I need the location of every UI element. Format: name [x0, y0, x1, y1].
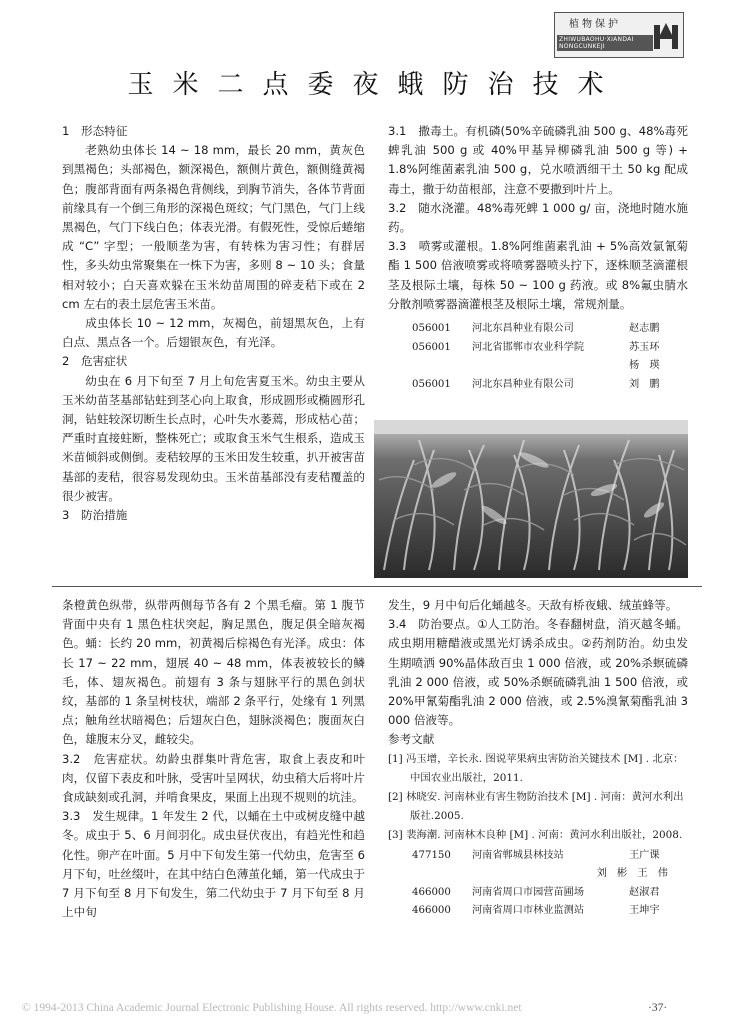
- author-affiliations: [388, 320, 688, 394]
- section-divider: [52, 586, 702, 587]
- affiliation-row: 477150 河南省郸城县林技站 王广课: [412, 849, 660, 861]
- reference-item: [3] 裴海潮. 河南林木良种 [M] . 河南：黄河水利出版社，2008.: [388, 828, 683, 841]
- paragraph-symptoms: 幼虫在 6 月下旬至 7 月上旬危害夏玉米。幼虫主要从玉米幼苗茎基部钻蛀到茎心向上取食，形成圆形或椭圆形孔洞，钻蛀较深切断生长点时，心叶失水萎蔫，形成枯心苗；严重时直接蛀断，整株死亡；或取食玉米气生根系，造成玉米苗倾斜或侧倒。麦秸较厚的玉米田发生较重，扒开被害苗基部的麦秸，很容易发现幼虫。玉米苗基部没有麦秸覆盖的很少被害。: [62, 373, 365, 503]
- logo-mark-icon: [653, 21, 679, 51]
- paragraph-morphology: 条橙黄色纵带，纵带两侧每节各有 2 个黑毛瘤。第 1 腹节背面中央有 1 黑色柱状突起，胸足黑色，腹足俱全暗灰褐色。蛹：长约 20 mm，初黄褐后棕褐色有光泽。成虫：体长 17 ~ 22 mm，翅展 40 ~ 48 mm，体表被较长的鳞毛，体、翅灰褐色。前翅有 3 条与翅脉平行的黑色剑状纹，基部的 1 条呈树枝状，端部 2 条平行，处缘有 1 列黑点；触角丝状暗褐色；后翅灰白色，翅脉淡褐色；腹面灰白色，雄腹末分叉，雌较尖。: [62, 598, 365, 747]
- affiliation-row: 466000 河南省周口市园营苗圃场 赵淑君: [412, 886, 660, 898]
- copyright-notice: © 1994-2013 China Academic Journal Electronic Publishing House. All rights reserved. http://www.cnki.net: [22, 1002, 522, 1014]
- paragraph-irrigation: 3.2 随水浇灌。48%毒死蜱 1 000 g/ 亩，浇地时随水施药。: [388, 200, 688, 235]
- article-title: 玉米二点委夜蛾防治技术: [127, 70, 623, 100]
- reference-item: [1] 冯玉增，辛长永. 图说苹果病虫害防治关键技术 [M] . 北京：中国农业出版社，2011.: [388, 752, 684, 784]
- page-number: ·37·: [648, 1002, 668, 1014]
- journal-logo: [554, 12, 684, 58]
- top-right-column: [388, 122, 688, 394]
- affiliation-row: 056001 河北东昌种业有限公司 赵志鹏: [412, 323, 660, 335]
- paragraph-poison-soil: 3.1 撒毒土。有机磷(50%辛硫磷乳油 500 g、48%毒死蜱乳油 500 g 或 40%甲基异柳磷乳油 500 g 等) + 1.8%阿维菌素乳油 500 g，兑水喷洒细干土 50 kg 配成毒土，撒于幼苗根部，注意不要撒到叶片上。: [388, 124, 688, 196]
- affiliation-row: 刘 彬 王 伟: [596, 868, 668, 880]
- affiliation-row: 056001 河北东昌种业有限公司 刘 鹏: [412, 378, 660, 390]
- affiliation-row: 466000 河南省周口市林业监测站 王坤宇: [412, 905, 660, 917]
- section-heading-1: 1 形态特征: [62, 124, 128, 138]
- section-heading-2: 2 危害症状: [62, 354, 128, 369]
- paragraph-damage: 3.2 危害症状。幼龄虫群集叶背危害，取食上表皮和叶肉，仅留下表皮和叶脉，受害叶呈网状，幼虫稍大后将叶片食成缺刻或孔洞，并啃食果皮，果面上出现不规则的坑洼。: [62, 751, 365, 805]
- logo-title: 植物保护: [569, 19, 621, 30]
- paragraph-lifecycle: 3.3 发生规律。1 年发生 2 代，以蛹在土中或树皮缝中越冬。成虫于 5、6 月间羽化。成虫昼伏夜出，有趋光性和趋化性。卵产在叶面。5 月中下旬发生第一代幼虫，危害至 6 月下旬，吐丝缀叶，在其中结白色薄茧化蛹，第一代成虫于 7 月下旬至 8 月下旬发生，第二代幼虫于 7 月下旬至 8 月上中旬: [62, 809, 365, 920]
- reference-item: [2] 林晓安. 河南林业有害生物防治技术 [M] . 河南：黄河水利出版社.2005.: [388, 790, 684, 822]
- affiliation-row: 杨 瑛: [629, 360, 660, 372]
- section-heading-3: 3 防治措施: [62, 508, 128, 523]
- affiliation-row: 056001 河北省邯郸市农业科学院 苏玉环: [412, 341, 660, 353]
- paragraph-control: 3.4 防治要点。①人工防治。冬春翻树盘，消灭越冬蛹。成虫期用糖醋液或黑光灯诱杀成虫。②药剂防治。幼虫发生期喷洒 90%晶体敌百虫 1 000 倍液，或 20%杀螟硫磷乳油 2 000 倍液，或 50%杀螟硫磷乳油 1 500 倍液，或 20%甲氰菊酯乳油 2 000 倍液，或 2.5%溴氰菊酯乳油 3 000 倍液等。: [388, 617, 688, 728]
- logo-pinyin: ZHIWUBAOHU·XIANDAI NONGCUNKEJI: [557, 35, 653, 51]
- paragraph-adult: 成虫体长 10 ~ 12 mm，灰褐色，前翅黑灰色，上有白点、黑点各一个。后翅银灰色，有光泽。: [62, 316, 365, 350]
- corn-field-photo: [374, 420, 688, 578]
- paragraph-overwinter: 发生，9 月中旬后化蛹越冬。天敌有桥夜蛾、绒茧蜂等。: [388, 598, 678, 612]
- author-affiliations-2: [388, 847, 688, 921]
- bottom-left-column: [62, 596, 365, 922]
- top-left-column: [62, 122, 365, 525]
- paragraph-spray: 3.3 喷雾或灌根。1.8%阿维菌素乳油 + 5%高效氯氰菊酯 1 500 倍液喷雾或将喷雾器喷头拧下，逐株顺茎滴灌根茎及根际土壤，每株 50 ~ 100 g 药液。或 8%氟虫腈水分散剂喷雾器滴灌根茎及根际土壤，常规剂量。: [388, 239, 688, 311]
- references-heading: 参考文献: [388, 732, 435, 747]
- paragraph-larva: 老熟幼虫体长 14 ~ 18 mm，最长 20 mm，黄灰色到黑褐色；头部褐色，额深褐色，额侧片黄色，额侧缝黄褐色；腹部背面有两条褐色背侧线，到胸节消失，各体节背面前缘具有一个倒三角形的深褐色斑纹；气门黑色，气门上线黑褐色，气门下线白色；体表光滑。有假死性，受惊后蜷缩成 “C” 字型；一般顺垄为害，有转株为害习性；有群居性，多头幼虫常聚集在一株下为害，多则 8 ~ 10 头；食量相对较小；白天喜欢躲在玉米幼苗周围的碎麦秸下或在 2 cm 左右的表土层危害玉米苗。: [62, 143, 365, 311]
- bottom-right-column: [388, 596, 688, 921]
